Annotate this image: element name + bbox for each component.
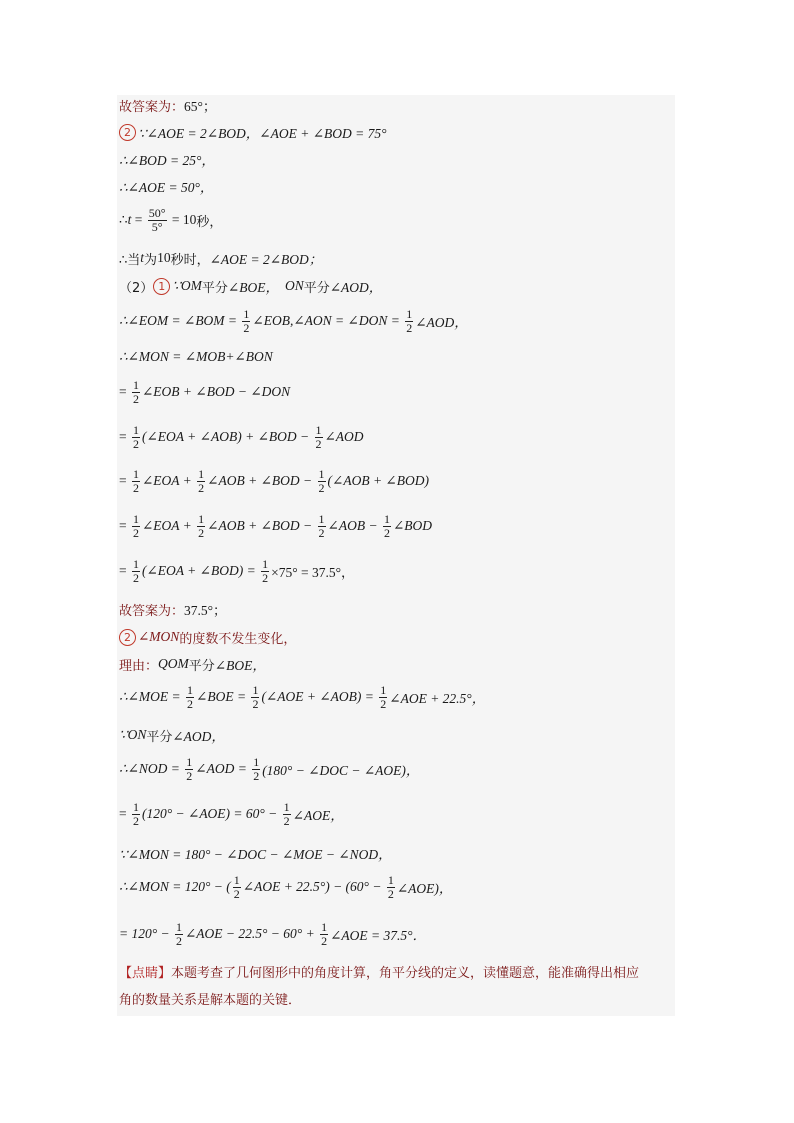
fraction: $\frac{1}{2}$ <box>133 422 139 451</box>
mon-substitution: ∴∠MON = 120° − ( $\frac{1}{2}$ ∠AOE + 22.5°) − (60° − $\frac{1}{2}$ ∠AOE)， <box>119 872 453 901</box>
part-2-header: （2） 1 ∵OM 平分 ∠BOE， ON 平分 ∠AOD， <box>119 278 383 296</box>
fraction: $\frac{1}{2}$ <box>253 754 260 783</box>
fraction: $\frac{1}{2}$ <box>133 466 139 495</box>
fraction: $\frac{1}{2}$ <box>233 872 240 901</box>
derivation-result: = $\frac{1}{2}$ (∠EOA + ∠BOD) = $\frac{1}{2}$ ×75° = 37.5°， <box>119 556 355 585</box>
fraction: $\frac{1}{2}$ <box>380 682 387 711</box>
mon-relation: ∵∠MON = 180° − ∠DOC − ∠MOE − ∠NOD， <box>119 847 392 862</box>
mon-result: = 120° − $\frac{1}{2}$ ∠AOE − 22.5° − 60° + $\frac{1}{2}$ ∠AOE = 37.5°． <box>119 919 426 948</box>
fraction: $\frac{50^\circ}{5^\circ}$ <box>148 205 166 234</box>
fraction: $\frac{1}{2}$ <box>186 754 193 783</box>
fraction: $\frac{1}{2}$ <box>176 919 182 948</box>
solution-content <box>117 95 675 1016</box>
fraction: $\frac{1}{2}$ <box>387 872 394 901</box>
fraction: $\frac{1}{2}$ <box>406 306 413 335</box>
fraction: $\frac{1}{2}$ <box>198 466 205 495</box>
fraction: $\frac{1}{2}$ <box>283 799 290 828</box>
fraction: $\frac{1}{2}$ <box>318 466 325 495</box>
fraction: $\frac{1}{2}$ <box>262 556 269 585</box>
step-2-claim: 2 ∠MON 的度数不发生变化， <box>119 626 296 648</box>
bod-line: ∴∠BOD = 25°， <box>119 153 215 168</box>
fraction: $\frac{1}{2}$ <box>252 682 259 711</box>
aoe-line: ∴∠AOE = 50°， <box>119 180 214 195</box>
moe-equation: ∴∠MOE = $\frac{1}{2}$ ∠BOE = $\frac{1}{2}$ (∠AOE + ∠AOB) = $\frac{1}{2}$ ∠AOE + 22.5°， <box>119 682 486 711</box>
answer-line-1: 故答案为： 65°； <box>119 99 217 115</box>
circled-number-icon: 1 <box>153 278 170 295</box>
derivation-step-1: = $\frac{1}{2}$ ∠EOB + ∠BOD − ∠DON <box>119 377 291 406</box>
fraction: $\frac{1}{2}$ <box>315 422 322 451</box>
reason-line: 理由： QOM 平分 ∠BOE， <box>119 656 266 674</box>
fraction: $\frac{1}{2}$ <box>133 377 139 406</box>
derivation-step-2: = $\frac{1}{2}$ (∠EOA + ∠AOB) + ∠BOD − $\frac{1}{2}$ ∠AOD <box>119 422 364 451</box>
fraction: $\frac{1}{2}$ <box>187 682 194 711</box>
circled-number-icon: 2 <box>119 629 136 646</box>
conclusion-line: ∴当 t 为 10 秒时， ∠AOE = 2∠BOD； <box>119 250 323 268</box>
bisector-equations: ∴∠EOM = ∠BOM = $\frac{1}{2}$ ∠EOB,∠AON = ∠DON = $\frac{1}{2}$ ∠AOD， <box>119 306 468 335</box>
comment-line-1: 【点睛】 本题考查了几何图形中的角度计算，角平分线的定义，读懂题意，能准确得出相应 <box>119 965 640 981</box>
nod-simplified: = $\frac{1}{2}$ (120° − ∠AOE) = 60° − $\frac{1}{2}$ ∠AOE， <box>119 799 344 828</box>
derivation-step-3: = $\frac{1}{2}$ ∠EOA + $\frac{1}{2}$ ∠AOB + ∠BOD − $\frac{1}{2}$ (∠AOB + ∠BOD) <box>119 466 429 495</box>
fraction: $\frac{1}{2}$ <box>133 556 139 585</box>
comment-line-2: 角的数量关系是解本题的关键． <box>119 992 302 1008</box>
fraction: $\frac{1}{2}$ <box>133 511 139 540</box>
step-2-condition: 2 ∵∠AOE = 2∠BOD，∠AOE + ∠BOD = 75° <box>119 121 387 143</box>
circled-number-icon: 2 <box>119 124 136 141</box>
mon-sum-line: ∴∠MON = ∠MOB+∠BON <box>119 349 273 364</box>
fraction: $\frac{1}{2}$ <box>383 511 390 540</box>
derivation-step-4: = $\frac{1}{2}$ ∠EOA + $\frac{1}{2}$ ∠AOB + ∠BOD − $\frac{1}{2}$ ∠AOB − $\frac{1}{2}$ ∠BOD <box>119 511 432 540</box>
fraction: $\frac{1}{2}$ <box>321 919 328 948</box>
on-bisector-line: ∵ON 平分 ∠AOD， <box>119 727 225 745</box>
fraction: $\frac{1}{2}$ <box>133 799 139 828</box>
nod-equation: ∴∠NOD = $\frac{1}{2}$ ∠AOD = $\frac{1}{2}$ (180° − ∠DOC − ∠AOE)， <box>119 754 420 783</box>
fraction: $\frac{1}{2}$ <box>243 306 250 335</box>
answer-line-2: 故答案为： 37.5°； <box>119 603 227 619</box>
fraction: $\frac{1}{2}$ <box>198 511 205 540</box>
fraction: $\frac{1}{2}$ <box>318 511 325 540</box>
time-line: ∴ t = $\frac{50^\circ}{5^\circ}$ = 10 秒， <box>119 205 223 234</box>
